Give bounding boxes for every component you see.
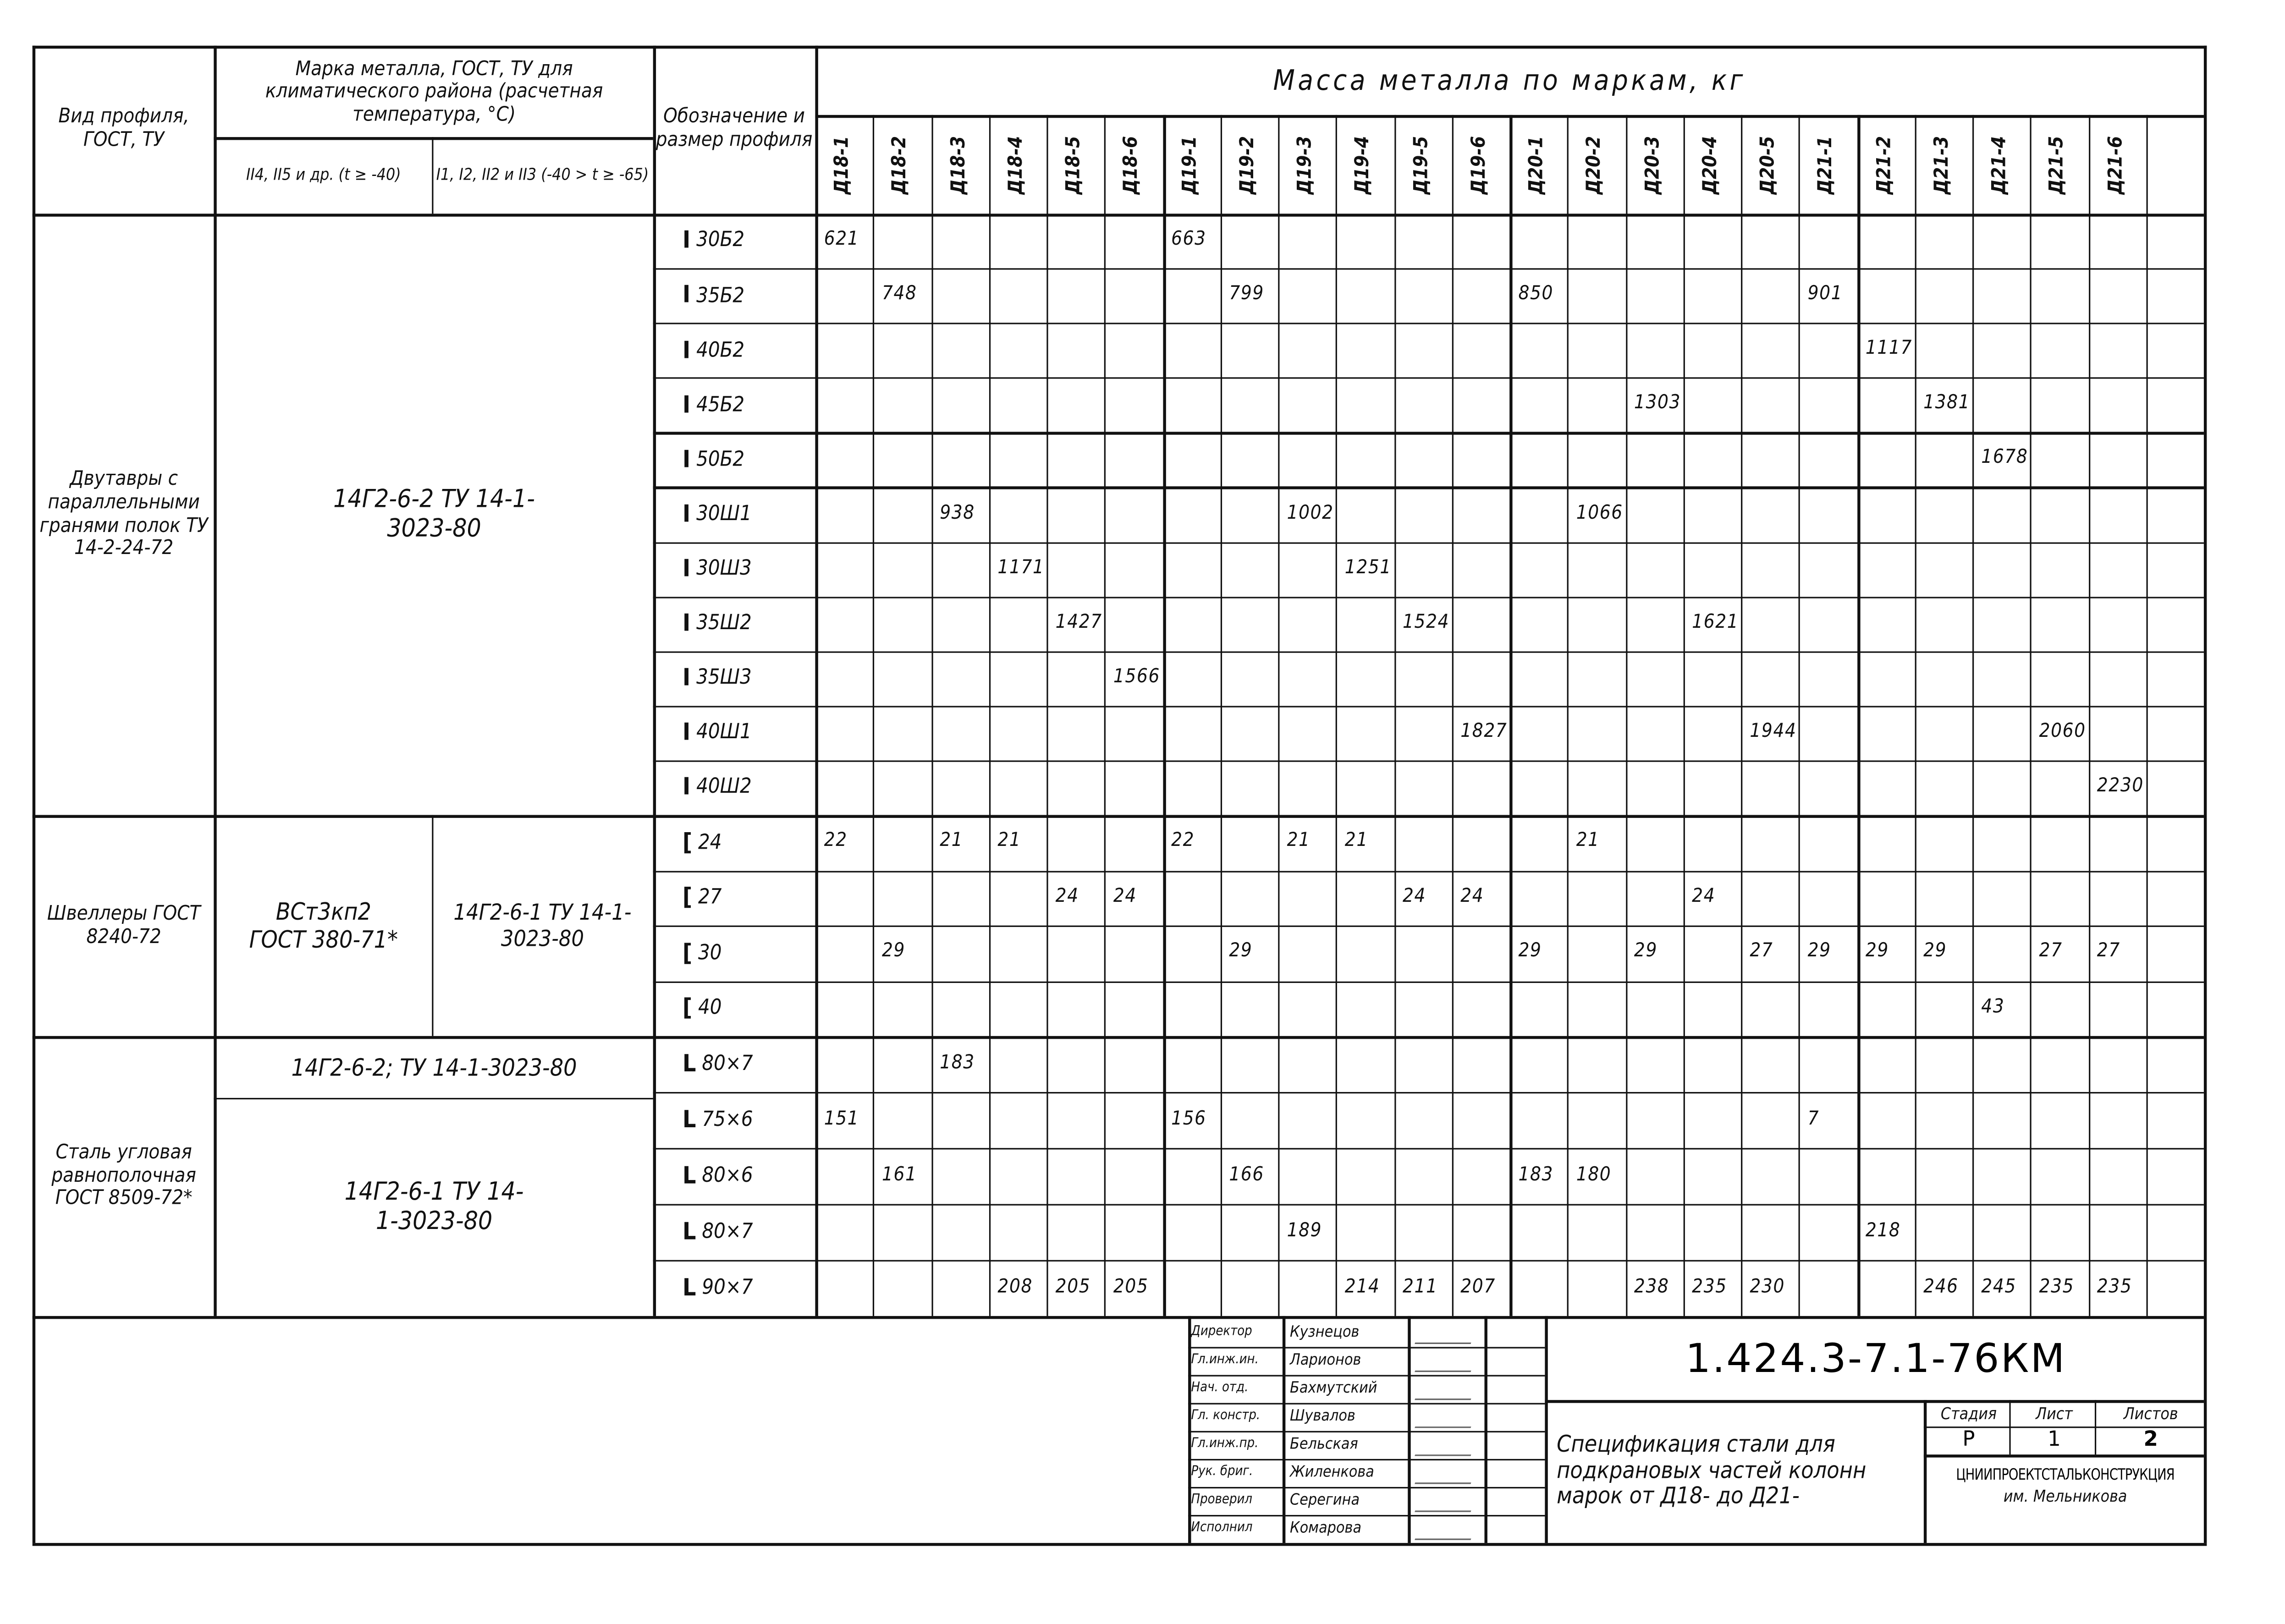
mass-value: 29 xyxy=(1518,940,1542,963)
mark-header: Д19-2 xyxy=(1236,136,1259,195)
ibeam-icon: I xyxy=(683,280,691,309)
mark-header: Д20-1 xyxy=(1526,136,1548,195)
ibeam-icon: I xyxy=(683,226,691,254)
signer-role: Директор xyxy=(1191,1325,1252,1340)
data-col-divider xyxy=(1394,115,1396,1316)
section-ibeam-material: 14Г2-6-2 ТУ 14-1-3023-80 xyxy=(333,484,535,543)
signer-name: Комарова xyxy=(1290,1520,1362,1538)
signature xyxy=(1415,1465,1477,1484)
signature xyxy=(1415,1409,1477,1428)
profile-size: 27 xyxy=(698,886,722,910)
profile-designation xyxy=(656,432,814,487)
mark-header: Д19-3 xyxy=(1294,136,1317,195)
profile-designation xyxy=(656,378,814,432)
mass-value: 29 xyxy=(1229,940,1253,963)
profile-size: 24 xyxy=(698,830,722,855)
mass-value: 235 xyxy=(2097,1275,2132,1298)
profile-designation xyxy=(656,323,814,378)
data-col-divider xyxy=(1336,115,1338,1316)
profile-size: 75×6 xyxy=(702,1108,753,1132)
mass-value: 938 xyxy=(940,502,975,524)
data-col-divider xyxy=(931,115,933,1316)
mass-value: 850 xyxy=(1518,283,1554,306)
mass-value: 22 xyxy=(824,830,848,852)
profile-designation xyxy=(656,487,814,542)
mass-value: 24 xyxy=(1113,885,1137,908)
mass-value: 621 xyxy=(824,228,859,251)
profile-designation xyxy=(656,1148,814,1204)
mass-value: 27 xyxy=(2039,940,2063,963)
profile-designation xyxy=(656,1036,814,1092)
data-col-divider xyxy=(2146,115,2148,1316)
mass-value: 189 xyxy=(1287,1219,1322,1242)
ibeam-icon: I xyxy=(683,609,691,637)
ibeam-icon: I xyxy=(683,499,691,527)
mass-value: 230 xyxy=(1750,1275,1785,1298)
mark-header: Д18-5 xyxy=(1063,136,1085,195)
ibeam-icon: I xyxy=(683,554,691,582)
channel-icon: [ xyxy=(683,827,693,856)
mass-value: 1002 xyxy=(1287,502,1334,524)
mass-value: 2230 xyxy=(2097,775,2144,797)
signer-name: Серегина xyxy=(1290,1492,1360,1510)
mass-value: 235 xyxy=(1692,1275,1727,1298)
profile-size: 90×7 xyxy=(702,1276,753,1300)
section-ibeam-type: Двутавры с параллельными гранями полок ТУ 14-2-24-72 xyxy=(39,467,208,560)
profile-designation xyxy=(656,760,814,815)
signer-role: Исполнил xyxy=(1191,1521,1253,1536)
mark-header: Д20-2 xyxy=(1584,136,1606,195)
data-col-divider xyxy=(1857,115,1860,1316)
org-sub: им. Мельникова xyxy=(2003,1486,2127,1506)
angle-icon: L xyxy=(683,1273,696,1301)
mass-value: 29 xyxy=(1807,940,1831,963)
mark-header: Д20-5 xyxy=(1757,136,1780,195)
signer-name: Ларионов xyxy=(1290,1352,1361,1370)
data-col-divider xyxy=(1972,115,1974,1316)
mass-value: 1303 xyxy=(1634,392,1681,415)
mass-value: 1678 xyxy=(1981,447,2028,470)
mass-value: 207 xyxy=(1460,1275,1496,1298)
profile-size: 30Ш3 xyxy=(696,557,752,581)
row-divider xyxy=(653,432,2204,434)
signature xyxy=(1415,1521,1477,1540)
mass-value: 245 xyxy=(1981,1275,2016,1298)
mass-value: 1066 xyxy=(1576,502,1623,524)
mass-value: 27 xyxy=(1750,940,1773,963)
frame-right xyxy=(2204,46,2207,1543)
mass-value: 1621 xyxy=(1692,611,1739,633)
sheets-label: Листов xyxy=(2123,1404,2178,1423)
signer-role: Проверил xyxy=(1191,1493,1253,1509)
section-angle-material-top: 14Г2-6-2; ТУ 14-1-3023-80 xyxy=(291,1053,577,1081)
mark-header: Д20-3 xyxy=(1641,136,1664,195)
signature xyxy=(1415,1493,1477,1512)
row-divider xyxy=(653,651,2204,653)
section-angle-type: Сталь угловая равнополочная ГОСТ 8509-72* xyxy=(51,1141,196,1211)
mass-value: 166 xyxy=(1229,1163,1264,1186)
mass-value: 246 xyxy=(1923,1275,1959,1298)
signer-name: Шувалов xyxy=(1290,1408,1355,1426)
mass-value: 27 xyxy=(2097,940,2120,963)
mark-header: Д21-6 xyxy=(2104,136,2127,195)
mass-value: 1381 xyxy=(1923,392,1971,415)
mass-value: 161 xyxy=(881,1163,917,1186)
profile-designation xyxy=(656,1204,814,1260)
row-divider xyxy=(653,760,2204,762)
profile-designation xyxy=(656,1260,814,1316)
angle-icon: L xyxy=(683,1105,696,1133)
row-divider xyxy=(653,542,2204,543)
row-divider xyxy=(653,323,2204,325)
ibeam-icon: I xyxy=(683,335,691,363)
header-material-sub2: I1, I2, II2 и II3 (-40 > t ≥ -65) xyxy=(436,165,649,184)
profile-designation xyxy=(656,651,814,706)
profile-size: 30Ш1 xyxy=(696,502,752,526)
row-divider xyxy=(653,706,2204,708)
mark-header: Д21-1 xyxy=(1815,136,1838,195)
signer-role: Гл.инж.пр. xyxy=(1191,1437,1259,1452)
mark-header: Д18-6 xyxy=(1121,136,1143,195)
mass-value: 238 xyxy=(1634,1275,1669,1298)
section-channel-material-2: 14Г2-6-1 ТУ 14-1-3023-80 xyxy=(453,899,632,951)
mark-header: Д18-3 xyxy=(947,136,970,195)
mark-header: Д21-4 xyxy=(1988,136,2011,195)
doc-code: 1.424.3-7.1-76КМ xyxy=(1685,1336,2066,1383)
signer-name: Кузнецов xyxy=(1290,1324,1360,1342)
header-material: Марка металла, ГОСТ, ТУ для климатического района (расчетная температура, °С) xyxy=(265,57,603,126)
stamp-divider xyxy=(1283,1316,1285,1543)
signer-name: Жиленкова xyxy=(1290,1464,1374,1482)
sheets-value: 2 xyxy=(2143,1428,2158,1453)
profile-size: 40Ш2 xyxy=(696,775,752,800)
mass-value: 208 xyxy=(997,1275,1033,1298)
angle-icon: L xyxy=(683,1217,696,1245)
profile-designation xyxy=(656,815,814,870)
header-designation: Обозначение и размер профиля xyxy=(655,105,813,152)
profile-size: 35Ш3 xyxy=(696,666,752,690)
angle-icon: L xyxy=(683,1161,696,1189)
mass-value: 7 xyxy=(1807,1107,1820,1130)
data-col-divider xyxy=(1915,115,1916,1316)
ibeam-icon: I xyxy=(683,772,691,801)
profile-size: 35Б2 xyxy=(696,284,745,307)
channel-icon: [ xyxy=(683,938,693,966)
mass-value: 1427 xyxy=(1055,611,1102,633)
mass-value: 1827 xyxy=(1460,720,1508,743)
profile-designation xyxy=(656,269,814,323)
data-col-divider xyxy=(1046,115,1048,1316)
profile-size: 80×7 xyxy=(702,1052,753,1076)
mass-value: 1566 xyxy=(1113,665,1161,688)
signer-role: Рук. бриг. xyxy=(1191,1465,1253,1480)
mass-value: 29 xyxy=(1923,940,1947,963)
profile-size: 40Ш1 xyxy=(696,721,752,745)
stamp-divider xyxy=(1924,1454,2204,1457)
mark-header: Д21-2 xyxy=(1873,136,1895,195)
mass-value: 24 xyxy=(1692,885,1716,908)
stage-label: Стадия xyxy=(1940,1404,1997,1423)
mass-value: 2060 xyxy=(2039,720,2086,743)
ibeam-icon: I xyxy=(683,718,691,746)
profile-size: 45Б2 xyxy=(696,393,745,417)
frame-bottom xyxy=(33,1543,2207,1546)
ibeam-icon: I xyxy=(683,663,691,691)
profile-designation xyxy=(656,1092,814,1148)
mass-value: 29 xyxy=(1865,940,1889,963)
mass-value: 21 xyxy=(1344,830,1368,852)
mark-header: Д19-1 xyxy=(1178,136,1201,195)
mark-header: Д18-2 xyxy=(889,136,912,195)
stamp-divider xyxy=(1408,1316,1410,1543)
mass-value: 183 xyxy=(940,1051,975,1074)
mass-value: 22 xyxy=(1171,830,1195,852)
section-channel-material-1: ВСт3кп2 ГОСТ 380-71* xyxy=(249,897,398,953)
mark-header: Д18-1 xyxy=(831,136,854,195)
header-material-sub1: II4, II5 и др. (t ≥ -40) xyxy=(246,165,401,184)
mark-header: Д21-3 xyxy=(1931,136,1953,195)
mass-value: 183 xyxy=(1518,1163,1554,1186)
mass-value: 214 xyxy=(1344,1275,1380,1298)
mass-value: 156 xyxy=(1171,1107,1206,1130)
data-col-divider xyxy=(1625,115,1627,1316)
mass-value: 1251 xyxy=(1344,556,1392,579)
channel-icon: [ xyxy=(683,883,693,911)
row-divider xyxy=(653,981,2204,982)
profile-size: 40Б2 xyxy=(696,338,745,362)
profile-size: 35Ш2 xyxy=(696,611,752,636)
section-channel-type: Швеллеры ГОСТ 8240-72 xyxy=(47,902,201,949)
mass-value: 29 xyxy=(881,940,906,963)
mass-value: 21 xyxy=(1576,830,1600,852)
profile-designation xyxy=(656,596,814,651)
row-divider xyxy=(653,487,2204,489)
data-col-divider xyxy=(2088,115,2090,1316)
mass-value: 748 xyxy=(881,283,917,306)
signer-name: Бахмутский xyxy=(1290,1380,1377,1398)
data-col-divider xyxy=(1683,115,1685,1316)
profile-designation xyxy=(656,542,814,596)
profile-size: 80×6 xyxy=(702,1164,753,1188)
mass-value: 21 xyxy=(940,830,964,852)
signer-role: Гл. констр. xyxy=(1191,1409,1261,1424)
signature xyxy=(1415,1381,1477,1400)
data-col-divider xyxy=(989,115,991,1316)
angle-icon: L xyxy=(683,1049,696,1077)
row-divider xyxy=(653,1092,2204,1094)
signature xyxy=(1415,1437,1477,1456)
data-col-divider xyxy=(1567,115,1569,1316)
profile-designation xyxy=(656,870,814,926)
mass-value: 211 xyxy=(1403,1275,1438,1298)
channel-icon: [ xyxy=(683,993,693,1021)
stamp-divider xyxy=(1485,1316,1487,1543)
angle-material-divider xyxy=(214,1098,653,1100)
profile-designation xyxy=(656,926,814,981)
mass-value: 21 xyxy=(997,830,1021,852)
signer-name: Бельская xyxy=(1290,1436,1358,1454)
ibeam-icon: I xyxy=(683,390,691,418)
sheet-label: Лист xyxy=(2036,1404,2073,1423)
mass-value: 205 xyxy=(1055,1275,1091,1298)
doc-title: Спецификация стали для подкрановых частей колонн марок от Д18- до Д21- xyxy=(1557,1431,1867,1510)
org-name: ЦНИИПРОЕКТСТАЛЬКОНСТРУКЦИЯ xyxy=(1956,1466,2175,1484)
row-divider xyxy=(653,1204,2204,1206)
mass-value: 235 xyxy=(2039,1275,2075,1298)
mass-value: 799 xyxy=(1229,283,1264,306)
mass-value: 21 xyxy=(1287,830,1310,852)
profile-designation xyxy=(656,706,814,760)
profile-designation xyxy=(656,214,814,268)
profile-size: 30Б2 xyxy=(696,229,745,253)
mark-header: Д21-5 xyxy=(2047,136,2069,195)
signer-role: Нач. отд. xyxy=(1191,1381,1249,1396)
mass-value: 663 xyxy=(1171,228,1206,251)
mass-value: 1117 xyxy=(1865,338,1913,360)
mark-header: Д18-4 xyxy=(1005,136,1028,195)
signer-role: Гл.инж.ин. xyxy=(1191,1353,1259,1368)
mass-value: 1171 xyxy=(997,556,1045,579)
mass-value: 24 xyxy=(1403,885,1426,908)
profile-size: 30 xyxy=(698,941,722,965)
mass-value: 901 xyxy=(1807,283,1843,306)
profile-size: 50Б2 xyxy=(696,448,745,472)
mass-value: 205 xyxy=(1113,1275,1149,1298)
mass-value: 180 xyxy=(1576,1163,1612,1186)
mark-header: Д20-4 xyxy=(1699,136,1722,195)
mark-header: Д19-6 xyxy=(1468,136,1491,195)
signature xyxy=(1415,1325,1477,1344)
stage-value: Р xyxy=(1962,1428,1975,1453)
mass-value: 1944 xyxy=(1750,720,1797,743)
mass-value: 29 xyxy=(1634,940,1658,963)
ibeam-icon: I xyxy=(683,444,691,473)
data-col-divider xyxy=(1278,115,1280,1316)
mass-value: 24 xyxy=(1055,885,1079,908)
mass-value: 1524 xyxy=(1403,611,1450,633)
header-mass: Масса металла по маркам, кг xyxy=(1273,64,1746,97)
sheet-value: 1 xyxy=(2048,1428,2061,1453)
mass-value: 218 xyxy=(1865,1219,1901,1242)
mass-value: 151 xyxy=(824,1107,859,1130)
profile-size: 40 xyxy=(698,996,722,1020)
data-col-divider xyxy=(1105,115,1107,1316)
section-angle-material-bottom: 14Г2-6-1 ТУ 14-1-3023-80 xyxy=(344,1177,524,1236)
mass-value: 24 xyxy=(1460,885,1484,908)
profile-designation xyxy=(656,981,814,1036)
mark-header: Д19-4 xyxy=(1352,136,1375,195)
profile-size: 80×7 xyxy=(702,1220,753,1244)
mark-header: Д19-5 xyxy=(1410,136,1432,195)
signature xyxy=(1415,1353,1477,1372)
mass-value: 43 xyxy=(1981,996,2005,1018)
header-profile-type: Вид профиля, ГОСТ, ТУ xyxy=(58,105,189,152)
